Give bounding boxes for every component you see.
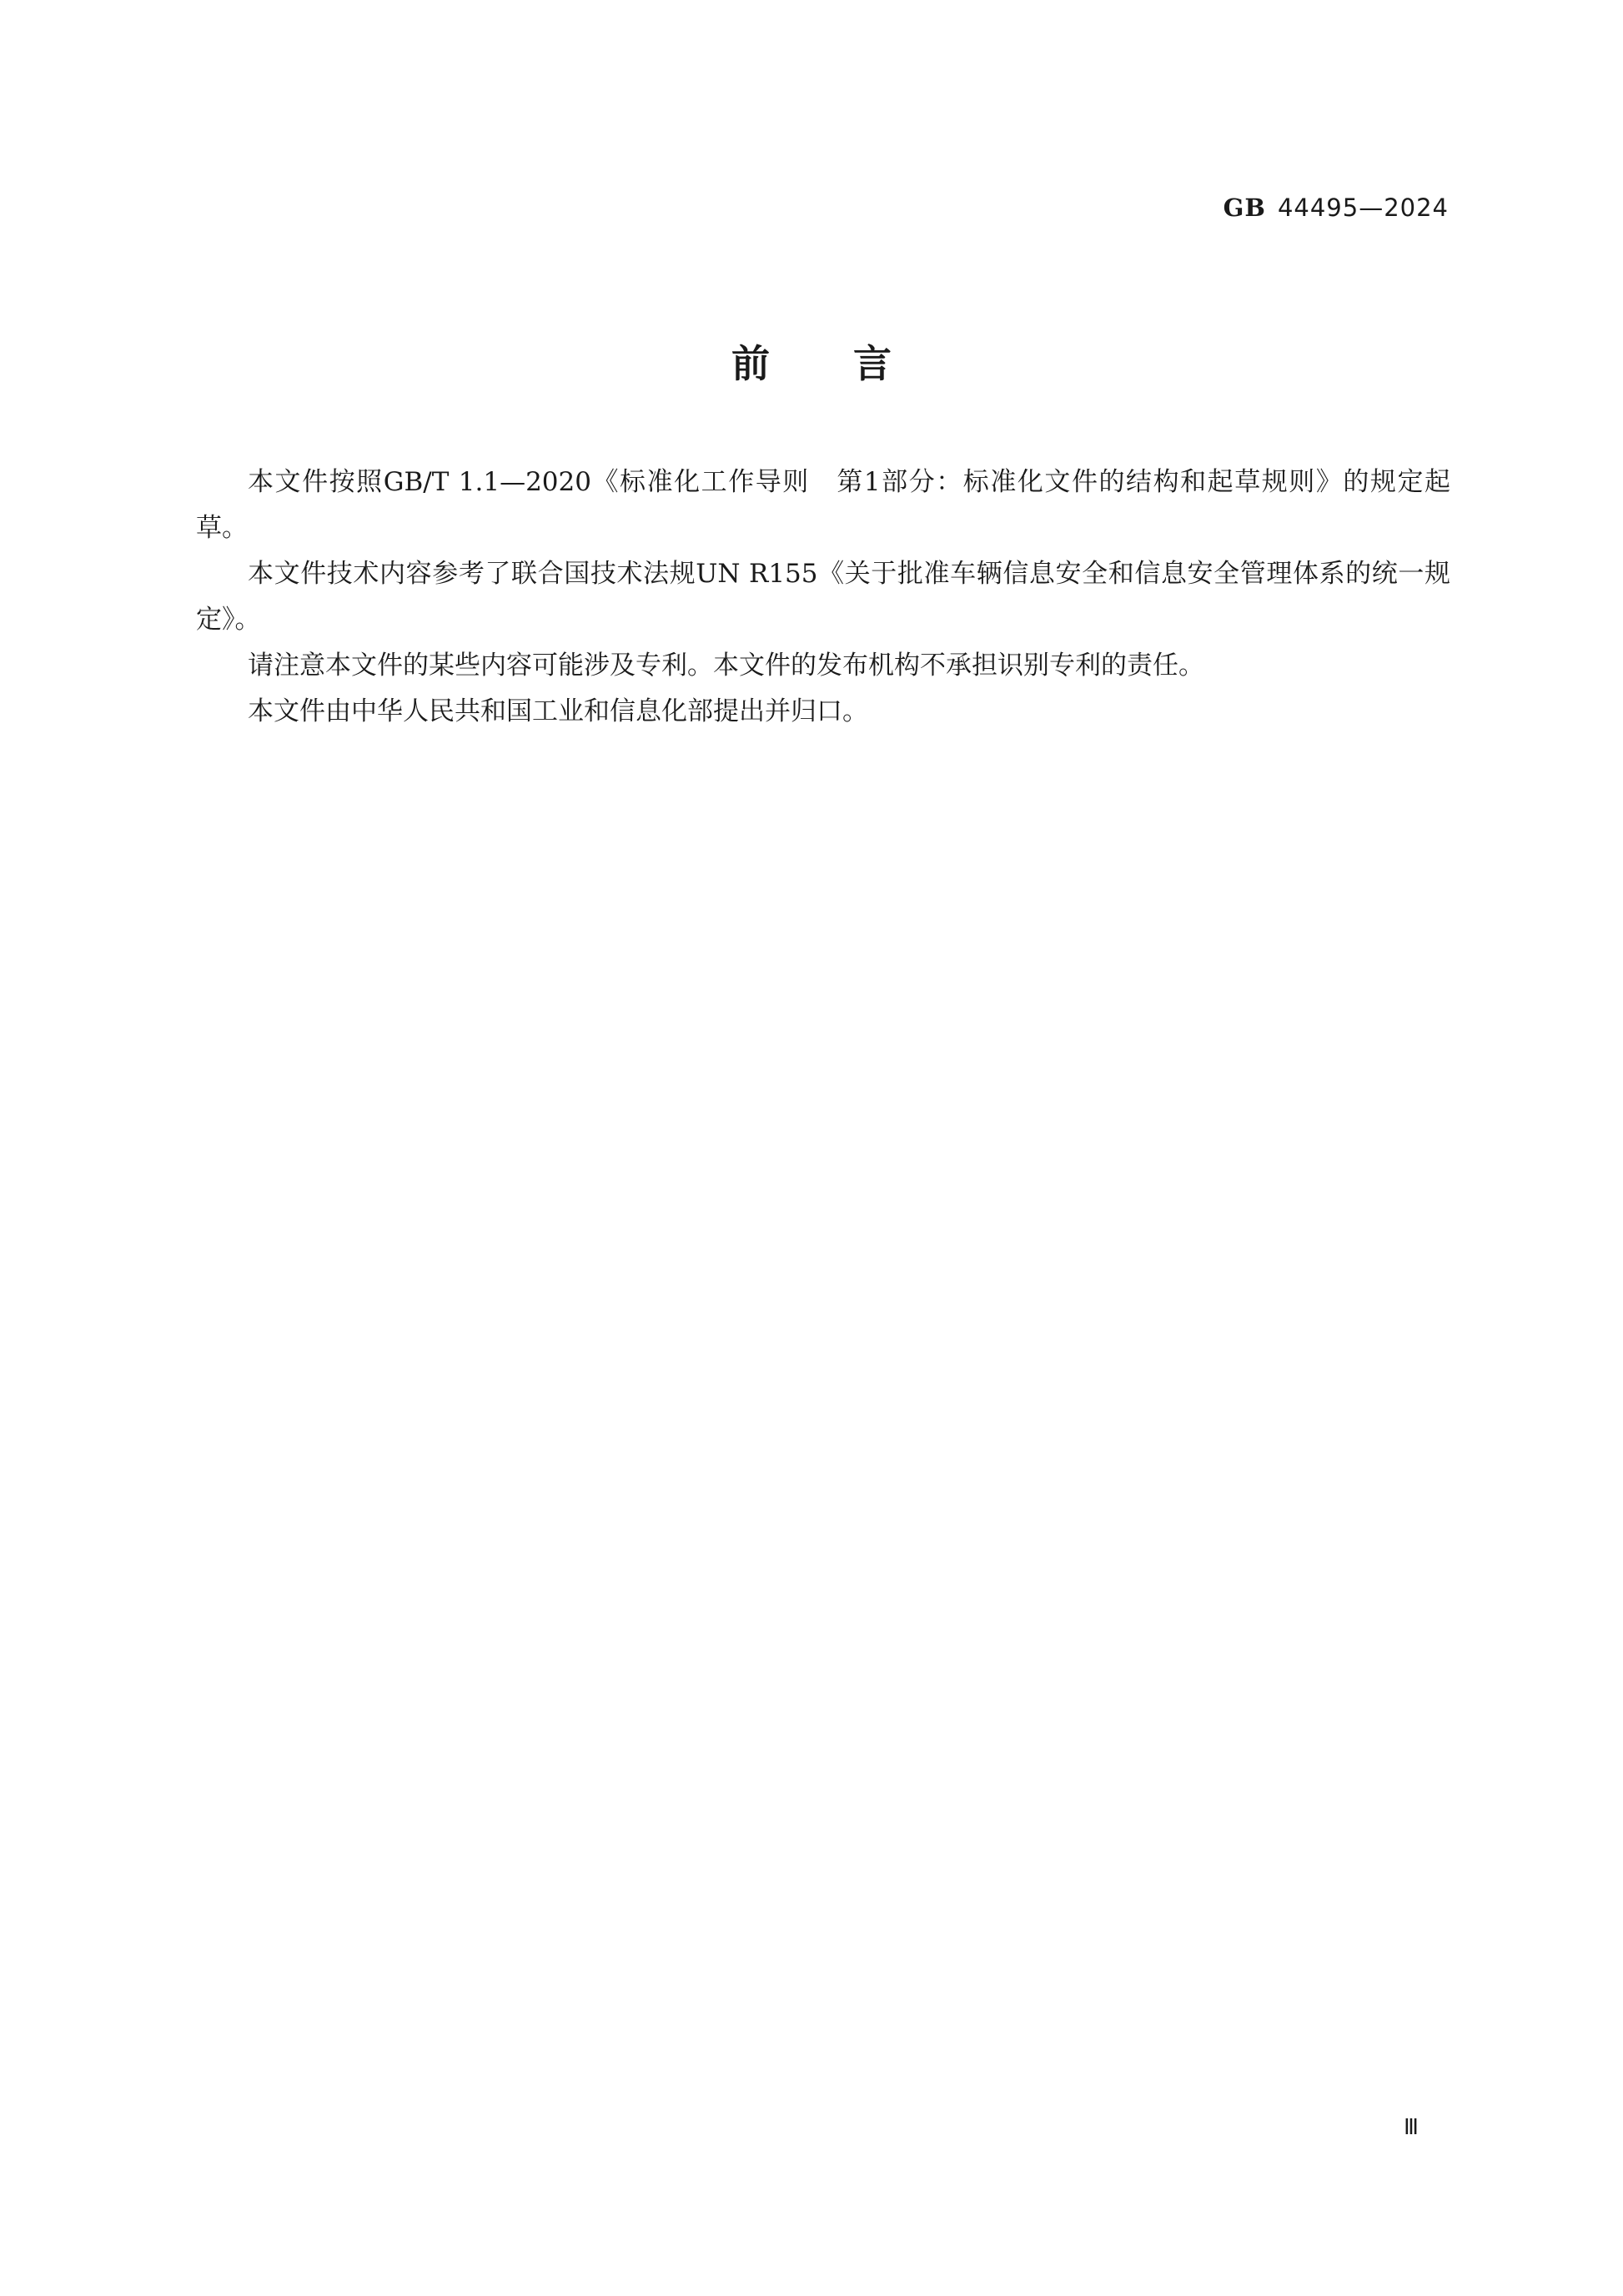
paragraph-patent-notice: 请注意本文件的某些内容可能涉及专利。本文件的发布机构不承担识别专利的责任。 (248, 651, 1204, 681)
standard-number-header (1224, 193, 1449, 222)
page-title: 前言 (731, 341, 975, 386)
paragraph-technical-reference: 本文件技术内容参考了联合国技术法规UN R155《关于批准车辆信息安全和信息安全管理体系的统一规定》。 (196, 559, 1450, 635)
paragraph-drafting-rules: 本文件按照GB/T 1.1—2020《标准化工作导则 第1部分：标准化文件的结构和起草规则》的规定起草。 (196, 467, 1450, 543)
standard-code-number: 44495—2024 (1277, 193, 1449, 222)
page-number: Ⅲ (1404, 2115, 1419, 2140)
paragraph-proposer: 本文件由中华人民共和国工业和信息化部提出并归口。 (248, 696, 868, 726)
standard-code-prefix: GB (1223, 193, 1266, 222)
foreword-body (196, 460, 1450, 735)
